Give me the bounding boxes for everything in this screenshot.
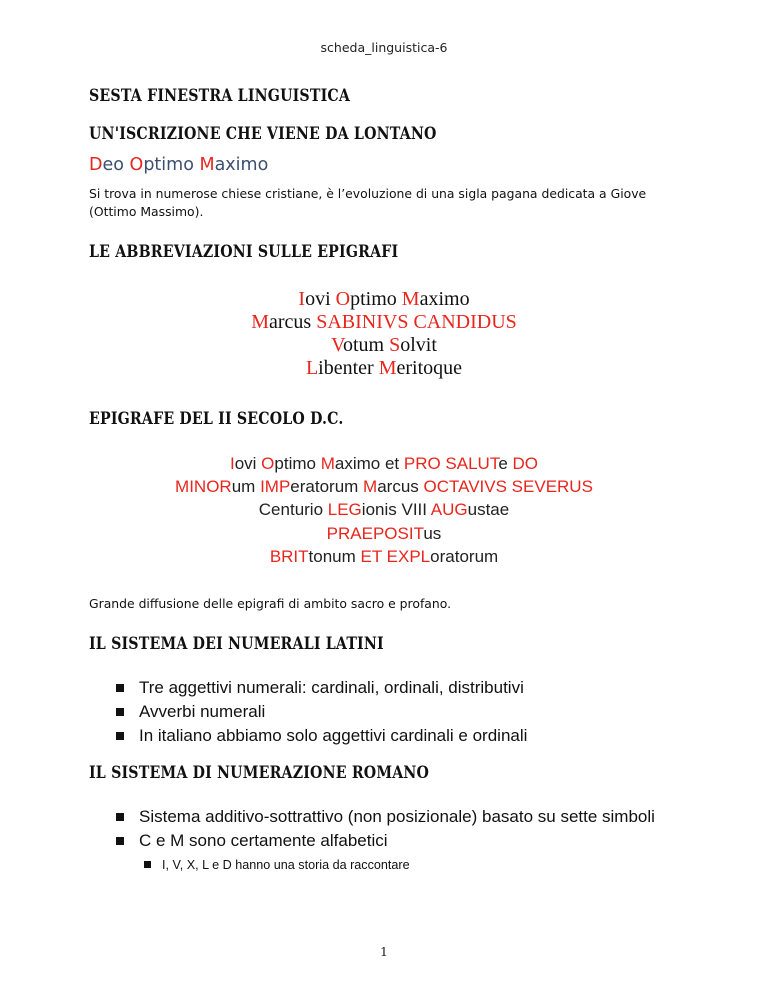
expansion-text: otum <box>342 334 390 356</box>
abbreviation-letters: L <box>305 357 319 379</box>
abbreviation-letters: M <box>401 288 420 310</box>
abbreviation-letters: SABINIVS CANDIDUS <box>316 311 517 333</box>
expansion-text: arcus <box>269 311 317 333</box>
expansion-text: eratorum <box>290 477 364 497</box>
epigraph-line <box>0 452 768 475</box>
abbreviation-letters: M <box>320 454 335 473</box>
inscription-deo-optimo-maximo <box>89 155 268 175</box>
abbreviation-letters: M <box>378 357 397 379</box>
abbreviation-letters: IMP <box>260 477 291 497</box>
expansion-text: olvit <box>400 334 437 356</box>
abbreviation-letters: V <box>331 334 343 356</box>
epigraph-line <box>0 475 768 498</box>
abbreviation-letters: S <box>389 334 401 356</box>
abbreviation-letters: I <box>298 288 306 310</box>
abbreviation-letters: M <box>251 311 269 333</box>
square-bullet-icon <box>116 813 124 821</box>
square-bullet-icon <box>116 732 124 740</box>
list-numerazione <box>0 806 768 874</box>
heading-numerazione-romano: IL SISTEMA DI NUMERAZIONE ROMANO <box>89 763 430 782</box>
abbreviation-letters: PRO SALUT <box>403 454 499 473</box>
expansion-text: e <box>498 454 513 473</box>
list-item: Sistema additivo-sottrattivo (non posizionale) basato su sette simboli <box>139 806 659 828</box>
epigraph-iovi-optimo-maximo <box>0 288 768 380</box>
epigraph-line <box>0 288 768 311</box>
square-bullet-icon <box>116 837 124 845</box>
epigraph-line <box>0 334 768 357</box>
abbreviation-letters: I <box>229 454 235 473</box>
list-numerali <box>0 677 768 747</box>
expansion-text: ptimo <box>274 454 321 473</box>
epigraph-line <box>0 545 768 568</box>
expansion-text: ustae <box>467 500 510 520</box>
expansion-text: us <box>423 523 442 543</box>
inscription-initial: O <box>129 155 144 175</box>
square-bullet-icon <box>116 684 124 692</box>
expansion-text: Centurio <box>258 500 328 520</box>
abbreviation-letters: AUG <box>430 500 468 520</box>
list-item: In italiano abbiamo solo aggettivi cardinali e ordinali <box>139 725 659 747</box>
expansion-text: aximo <box>419 288 470 310</box>
epigraph-line <box>0 311 768 334</box>
expansion-text: ovi <box>305 288 336 310</box>
list-item: Avverbi numerali <box>139 701 659 723</box>
list-item: C e M sono certamente alfabetici <box>139 830 659 852</box>
inscription-rest: eo <box>102 155 130 175</box>
expansion-text: tonum <box>308 546 361 566</box>
expansion-text: aximo et <box>334 454 404 473</box>
heading-epigrafe-ii-secolo: EPIGRAFE DEL II SECOLO D.C. <box>89 409 344 428</box>
sub-list-item: I, V, X, L e D hanno una storia da raccontare <box>162 856 662 874</box>
expansion-text: oratorum <box>430 546 499 566</box>
epigraph-pro-salute <box>0 452 768 568</box>
inscription-initial: D <box>89 155 103 175</box>
expansion-text: arcus <box>377 477 424 497</box>
heading-iscrizione: UN'ISCRIZIONE CHE VIENE DA LONTANO <box>89 124 437 143</box>
abbreviation-letters: DO <box>512 454 539 473</box>
epigraph-line <box>0 357 768 380</box>
abbreviation-letters: O <box>335 288 351 310</box>
inscription-initial: M <box>199 155 215 175</box>
expansion-text: ibenter <box>318 357 379 379</box>
inscription-rest: aximo <box>214 155 269 175</box>
inscription-rest: ptimo <box>143 155 200 175</box>
expansion-text: eritoque <box>396 357 463 379</box>
abbreviation-letters: ET EXPL <box>360 546 431 566</box>
page-number: 1 <box>380 944 388 959</box>
paragraph-grande-diffusione: Grande diffusione delle epigrafi di ambito sacro e profano. <box>89 596 452 611</box>
expansion-text: ionis VIII <box>361 500 431 520</box>
abbreviation-letters: LEG <box>327 500 362 520</box>
abbreviation-letters: O <box>261 454 275 473</box>
abbreviation-letters: PRAEPOSIT <box>326 523 424 543</box>
square-bullet-icon <box>144 861 151 868</box>
abbreviation-letters: BRIT <box>269 546 309 566</box>
expansion-text: ovi <box>234 454 262 473</box>
expansion-text: um <box>231 477 261 497</box>
heading-abbreviazioni: LE ABBREVIAZIONI SULLE EPIGRAFI <box>89 242 399 261</box>
expansion-text: ptimo <box>350 288 402 310</box>
epigraph-line <box>0 522 768 545</box>
abbreviation-letters: M <box>363 477 378 497</box>
heading-numerali-latini: IL SISTEMA DEI NUMERALI LATINI <box>89 634 384 653</box>
running-header: scheda_linguistica-6 <box>320 40 448 55</box>
square-bullet-icon <box>116 708 124 716</box>
paragraph-sigla-pagana: Si trova in numerose chiese cristiane, è l’evoluzione di una sigla pagana dedicata a Giove (Ottimo Massimo). <box>89 186 647 219</box>
abbreviation-letters: MINOR <box>175 477 232 497</box>
abbreviation-letters: OCTAVIVS SEVERUS <box>423 477 593 497</box>
heading-sesta-finestra: SESTA FINESTRA LINGUISTICA <box>89 86 351 105</box>
list-item: Tre aggettivi numerali: cardinali, ordinali, distributivi <box>139 677 659 699</box>
epigraph-line <box>0 498 768 521</box>
